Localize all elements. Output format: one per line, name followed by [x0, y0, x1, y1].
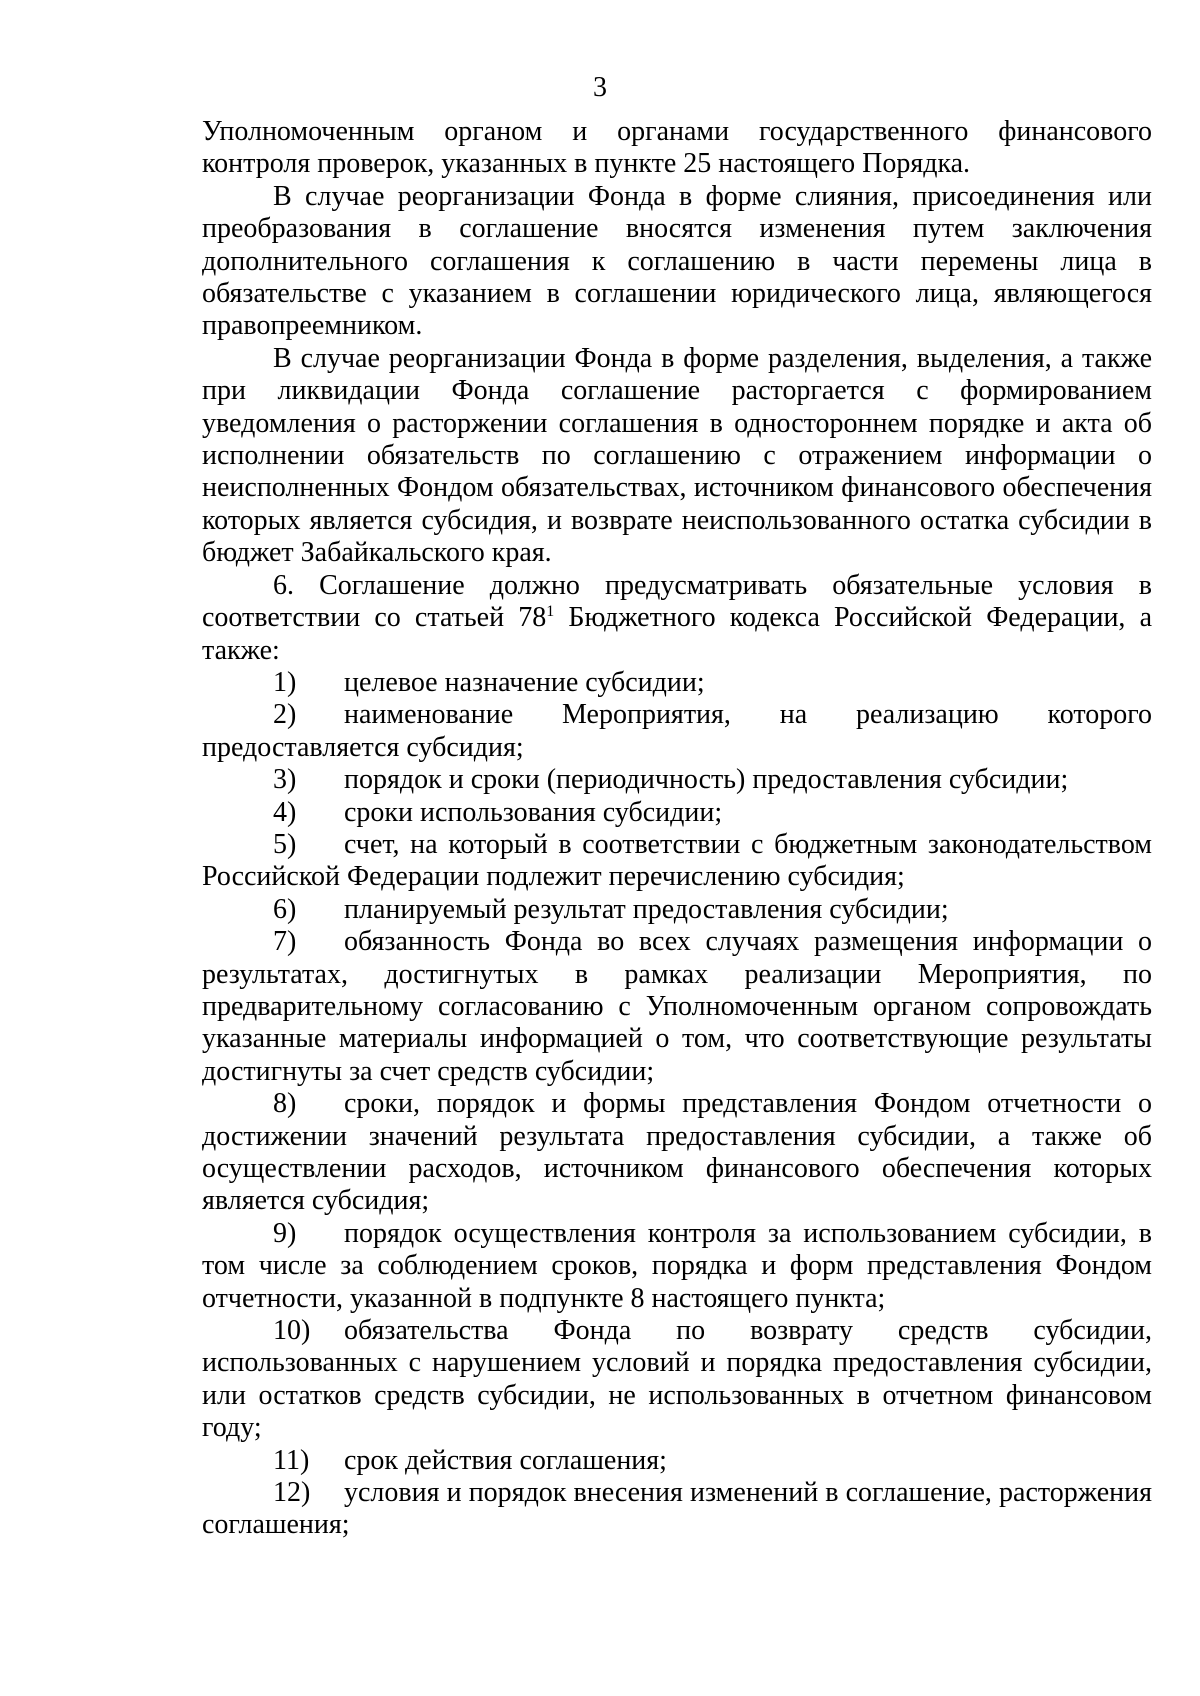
list-item — [202, 699, 1152, 764]
list-item-text: порядок и сроки (периодичность) предоставления субсидии; — [344, 764, 1069, 796]
article-superscript: 1 — [546, 603, 555, 621]
list-item — [202, 926, 1152, 1088]
page-number: 3 — [593, 72, 607, 103]
list-item-number: 3) — [273, 764, 297, 796]
list-item — [202, 829, 1152, 894]
list-item-number: 5) — [273, 828, 297, 860]
list-item-number: 6) — [273, 893, 297, 925]
clause-6-text-continued: Бюджетного кодекса Российской Федерации, а также: — [202, 602, 1152, 666]
paragraph-continuation: Уполномоченным органом и органами государственного финансового контроля проверок, указанных в пункте 25 настоящего Порядка. — [202, 116, 1152, 180]
paragraph-reorganization-merger: В случае реорганизации Фонда в форме слияния, присоединения или преобразования в соглашение вносятся изменения путем заключения дополнительного соглашения к соглашению в части перемены лица в обязательстве с указанием в соглашении юридического лица, являющегося правопреемником. — [202, 180, 1152, 342]
list-item-text: обязанность Фонда во всех случаях размещения информации о результатах, достигнутых в рамках реализации Мероприятия, по предварительному согласованию с Уполномоченным органом сопровождать указанные материалы информацией о том, что соответствующие результаты достигнуты за счет средств субсидии; — [202, 926, 1152, 1087]
list-item-text: обязательства Фонда по возврату средств субсидии, использованных с нарушением условий и порядка предоставления субсидии, или остатков средств субсидии, не использованных в отчетном финансовом году; — [202, 1315, 1152, 1444]
list-item-number: 9) — [273, 1217, 297, 1249]
list-item-number: 2) — [273, 699, 297, 731]
list-item-number: 4) — [273, 796, 297, 828]
list-item-number: 1) — [273, 666, 297, 698]
list-item-number: 11) — [273, 1444, 310, 1476]
list-item-text: сроки использования субсидии; — [344, 796, 723, 828]
list-item — [202, 797, 1152, 829]
list-item-number: 12) — [273, 1477, 311, 1509]
list-item — [202, 764, 1152, 796]
list-item-number: 8) — [273, 1088, 297, 1120]
list-item — [202, 1218, 1152, 1315]
list-item — [202, 667, 1152, 699]
list-item — [202, 1445, 1152, 1477]
list-item — [202, 1315, 1152, 1445]
list-item — [202, 1088, 1152, 1218]
list-item — [202, 1477, 1152, 1542]
list-item-text: наименование Мероприятия, на реализацию которого предоставляется субсидия; — [202, 699, 1152, 763]
list-item-text: условия и порядок внесения изменений в соглашение, расторжения соглашения; — [202, 1477, 1152, 1541]
list-item-text: срок действия соглашения; — [344, 1444, 667, 1476]
clause-6-intro — [202, 570, 1152, 667]
document-body — [202, 116, 1152, 1542]
list-item-number: 10) — [273, 1315, 311, 1347]
list-item — [202, 894, 1152, 926]
paragraph-reorganization-division: В случае реорганизации Фонда в форме разделения, выделения, а также при ликвидации Фонда соглашение расторгается с формированием уведомления о расторжении соглашения в одностороннем порядке и акта об исполнении обязательств по соглашению с отражением информации о неисполненных Фондом обязательствах, источником финансового обеспечения которых является субсидия, и возврате неиспользованного остатка субсидии в бюджет Забайкальского края. — [202, 342, 1152, 569]
list-item-text: порядок осуществления контроля за использованием субсидии, в том числе за соблюдением сроков, порядка и форм представления Фондом отчетности, указанной в подпункте 8 настоящего пункта; — [202, 1217, 1152, 1314]
list-item-text: счет, на который в соответствии с бюджетным законодательством Российской Федерации подлежит перечислению субсидия; — [202, 828, 1152, 893]
list-item-text: планируемый результат предоставления субсидии; — [344, 893, 949, 925]
list-item-number: 7) — [273, 926, 297, 958]
clause-6-text: 6. Соглашение должно предусматривать обязательные условия в соответствии со статьей 78 — [202, 569, 1152, 634]
list-item-text: сроки, порядок и формы представления Фондом отчетности о достижении значений результата предоставления субсидии, а также об осуществлении расходов, источником финансового обеспечения которых является субсидия; — [202, 1088, 1152, 1217]
list-item-text: целевое назначение субсидии; — [344, 666, 705, 698]
